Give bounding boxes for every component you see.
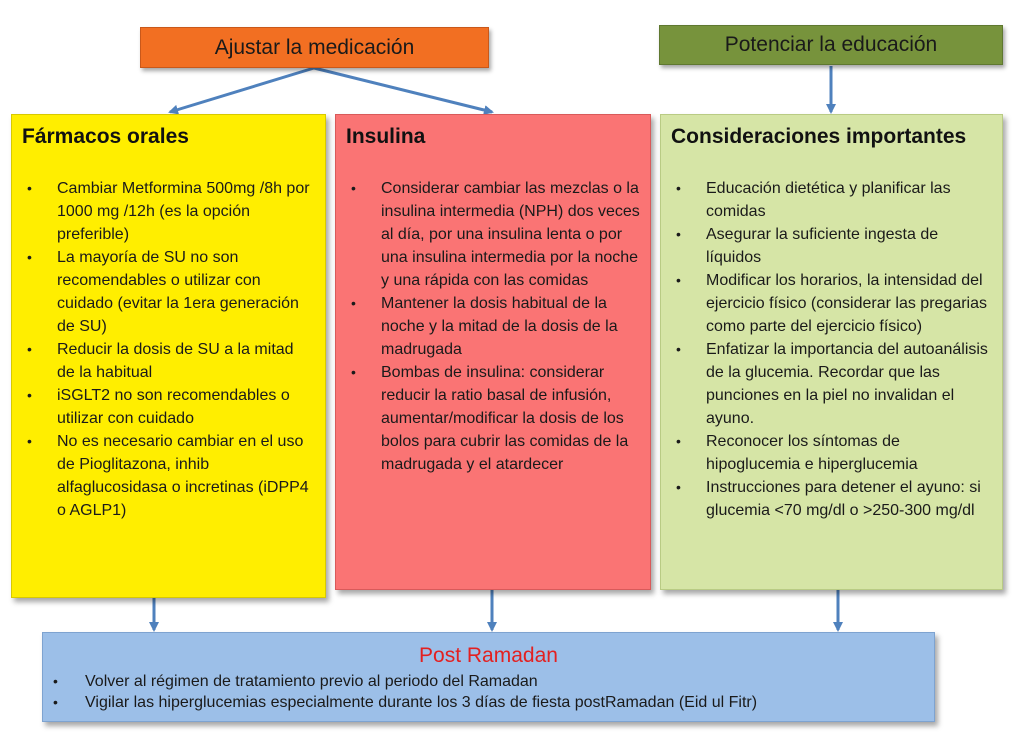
list-item-text: Instrucciones para detener el ayuno: si glucemia <70 mg/dl o >250-300 mg/dl xyxy=(706,479,981,519)
list-item xyxy=(346,361,640,476)
list-item xyxy=(671,177,992,223)
list-item xyxy=(43,671,934,692)
bullet-icon: • xyxy=(53,694,58,710)
bullet-icon: • xyxy=(27,180,32,196)
list-item-text: La mayoría de SU no son recomendables o utilizar con cuidado (evitar la 1era generación de SU) xyxy=(57,249,299,335)
insulina-list xyxy=(346,177,640,476)
header-ajustar-medicacion xyxy=(140,27,489,68)
box-insulina xyxy=(335,114,651,590)
bullet-icon: • xyxy=(27,341,32,357)
bullet-icon: • xyxy=(676,272,681,288)
bullet-icon: • xyxy=(27,387,32,403)
list-item-text: Bombas de insulina: considerar reducir la ratio basal de infusión, aumentar/modificar la dosis de los bolos para cubrir las comidas de la madrugada y el atardecer xyxy=(381,364,629,473)
farmacos-orales-list xyxy=(22,177,315,522)
insulina-title: Insulina xyxy=(346,125,426,148)
bullet-icon: • xyxy=(351,364,356,380)
bullet-icon: • xyxy=(53,673,58,689)
list-item-text: Reconocer los síntomas de hipoglucemia e hiperglucemia xyxy=(706,433,918,473)
bullet-icon: • xyxy=(676,180,681,196)
post-ramadan-list xyxy=(43,671,934,713)
post-ramadan-title: Post Ramadan xyxy=(419,644,558,667)
list-item-text: No es necesario cambiar en el uso de Pioglitazona, inhib alfaglucosidasa o incretinas (iDPP4 o AGLP1) xyxy=(57,433,309,519)
list-item-text: iSGLT2 no son recomendables o utilizar con cuidado xyxy=(57,387,290,427)
list-item xyxy=(22,246,315,338)
box-farmacos-orales xyxy=(11,114,326,598)
bullet-icon: • xyxy=(351,295,356,311)
list-item-text: Modificar los horarios, la intensidad del ejercicio físico (considerar las pregarias como parte del ejercicio físico) xyxy=(706,272,987,335)
list-item-text: Considerar cambiar las mezclas o la insulina intermedia (NPH) dos veces al día, por una insulina lenta o por una insulina intermedia por la noche y una rápida con las comidas xyxy=(381,180,640,289)
list-item xyxy=(346,177,640,292)
header-potenciar-educacion xyxy=(659,25,1003,65)
list-item xyxy=(671,476,992,522)
box-consideraciones-importantes xyxy=(660,114,1003,590)
list-item-text: Vigilar las hiperglucemias especialmente durante los 3 días de fiesta postRamadan (Eid ul Fitr) xyxy=(85,694,758,711)
list-item xyxy=(22,384,315,430)
arrow-med-to-orales xyxy=(170,68,314,112)
list-item-text: Enfatizar la importancia del autoanálisis de la glucemia. Recordar que las punciones en la piel no invalidan el ayuno. xyxy=(706,341,988,427)
list-item-text: Reducir la dosis de SU a la mitad de la habitual xyxy=(57,341,294,381)
arrow-med-to-insulina xyxy=(314,68,492,112)
list-item-text: Mantener la dosis habitual de la noche y la mitad de la dosis de la madrugada xyxy=(381,295,618,358)
list-item xyxy=(22,430,315,522)
list-item-text: Educación dietética y planificar las comidas xyxy=(706,180,951,220)
list-item-text: Cambiar Metformina 500mg /8h por 1000 mg /12h (es la opción preferible) xyxy=(57,180,310,243)
header-potenciar-educacion-label: Potenciar la educación xyxy=(724,33,938,56)
header-ajustar-medicacion-label: Ajustar la medicación xyxy=(214,35,415,59)
bullet-icon: • xyxy=(676,479,681,495)
consideraciones-title: Consideraciones importantes xyxy=(671,125,967,148)
bullet-icon: • xyxy=(27,433,32,449)
list-item xyxy=(671,338,992,430)
list-item-text: Asegurar la suficiente ingesta de líquidos xyxy=(706,226,939,266)
list-item xyxy=(671,223,992,269)
list-item xyxy=(22,338,315,384)
list-item xyxy=(43,692,934,713)
bullet-icon: • xyxy=(676,341,681,357)
box-post-ramadan xyxy=(42,632,935,722)
consideraciones-list xyxy=(671,177,992,522)
farmacos-orales-title: Fármacos orales xyxy=(22,125,189,148)
list-item xyxy=(671,269,992,338)
list-item xyxy=(346,292,640,361)
list-item xyxy=(671,430,992,476)
bullet-icon: • xyxy=(27,249,32,265)
bullet-icon: • xyxy=(676,433,681,449)
bullet-icon: • xyxy=(351,180,356,196)
list-item xyxy=(22,177,315,246)
bullet-icon: • xyxy=(676,226,681,242)
list-item-text: Volver al régimen de tratamiento previo al periodo del Ramadan xyxy=(85,673,538,690)
